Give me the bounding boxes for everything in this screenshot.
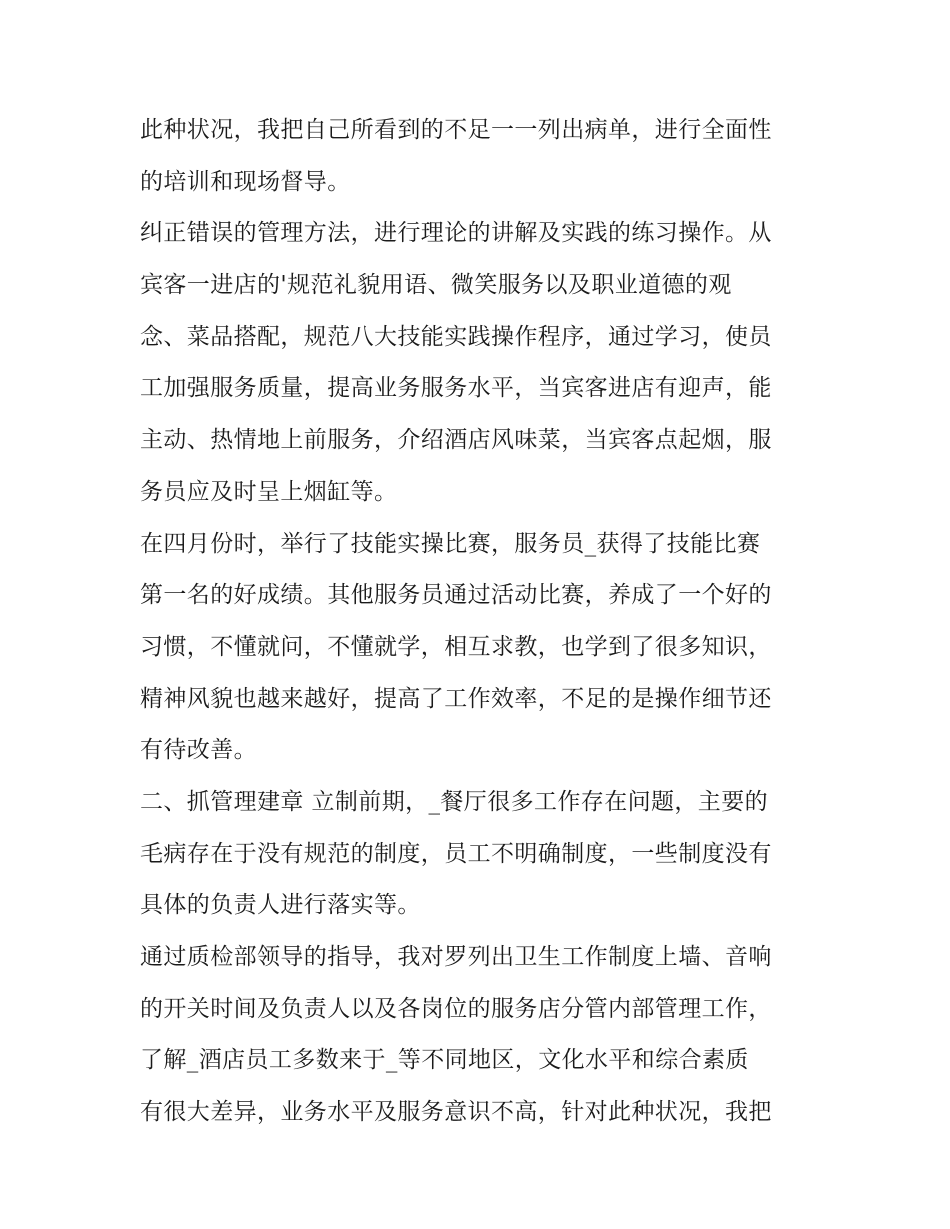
text-line: 主动、热情地上前服务，介绍酒店风味菜，当宾客点起烟，服 (140, 427, 772, 454)
text-line: 有很大差异，业务水平及服务意识不高，针对此种状况，我把 (140, 1099, 772, 1126)
text-line: 在四月份时，举行了技能实操比赛，服务员_获得了技能比赛 (140, 530, 761, 557)
text-line: 通过质检部领导的指导，我对罗列出卫生工作制度上墙、音响 (140, 944, 772, 970)
text-line: 的开关时间及负责人以及各岗位的服务店分管内部管理工作， (140, 995, 772, 1022)
text-line: 第一名的好成绩。其他服务员通过活动比赛，养成了一个好的 (140, 582, 772, 609)
text-line: 了解_酒店员工多数来于_等不同地区，文化水平和综合素质 (140, 1047, 749, 1074)
text-line: 毛病存在于没有规范的制度，员工不明确制度，一些制度没有 (140, 840, 772, 867)
text-line: 具体的负责人进行落实等。 (140, 892, 421, 919)
text-line: 二、抓管理建章 立制前期，_餐厅很多工作存在问题，主要的 (140, 788, 769, 815)
text-line: 念、菜品搭配，规范八大技能实践操作程序，通过学习，使员 (140, 323, 772, 350)
text-line: 工加强服务质量，提高业务服务水平，当宾客进店有迎声，能 (140, 375, 772, 402)
text-line: 精神风貌也越来越好，提高了工作效率，不足的是操作细节还 (140, 685, 772, 712)
text-line: 习惯，不懂就问，不懂就学，相互求教，也学到了很多知识， (140, 633, 772, 660)
text-line: 纠正错误的管理方法，进行理论的讲解及实践的练习操作。从 (140, 220, 772, 247)
document-body (140, 108, 840, 1142)
text-line: 此种状况，我把自己所看到的不足一一列出病单，进行全面性 (140, 117, 772, 143)
text-line: 务员应及时呈上烟缸等。 (140, 478, 398, 505)
text-line: 的培训和现场督导。 (140, 168, 351, 195)
text-line: 有待改善。 (140, 737, 257, 764)
text-line: 宾客一进店的'规范礼貌用语、微笑服务以及职业道德的观 (140, 272, 732, 299)
